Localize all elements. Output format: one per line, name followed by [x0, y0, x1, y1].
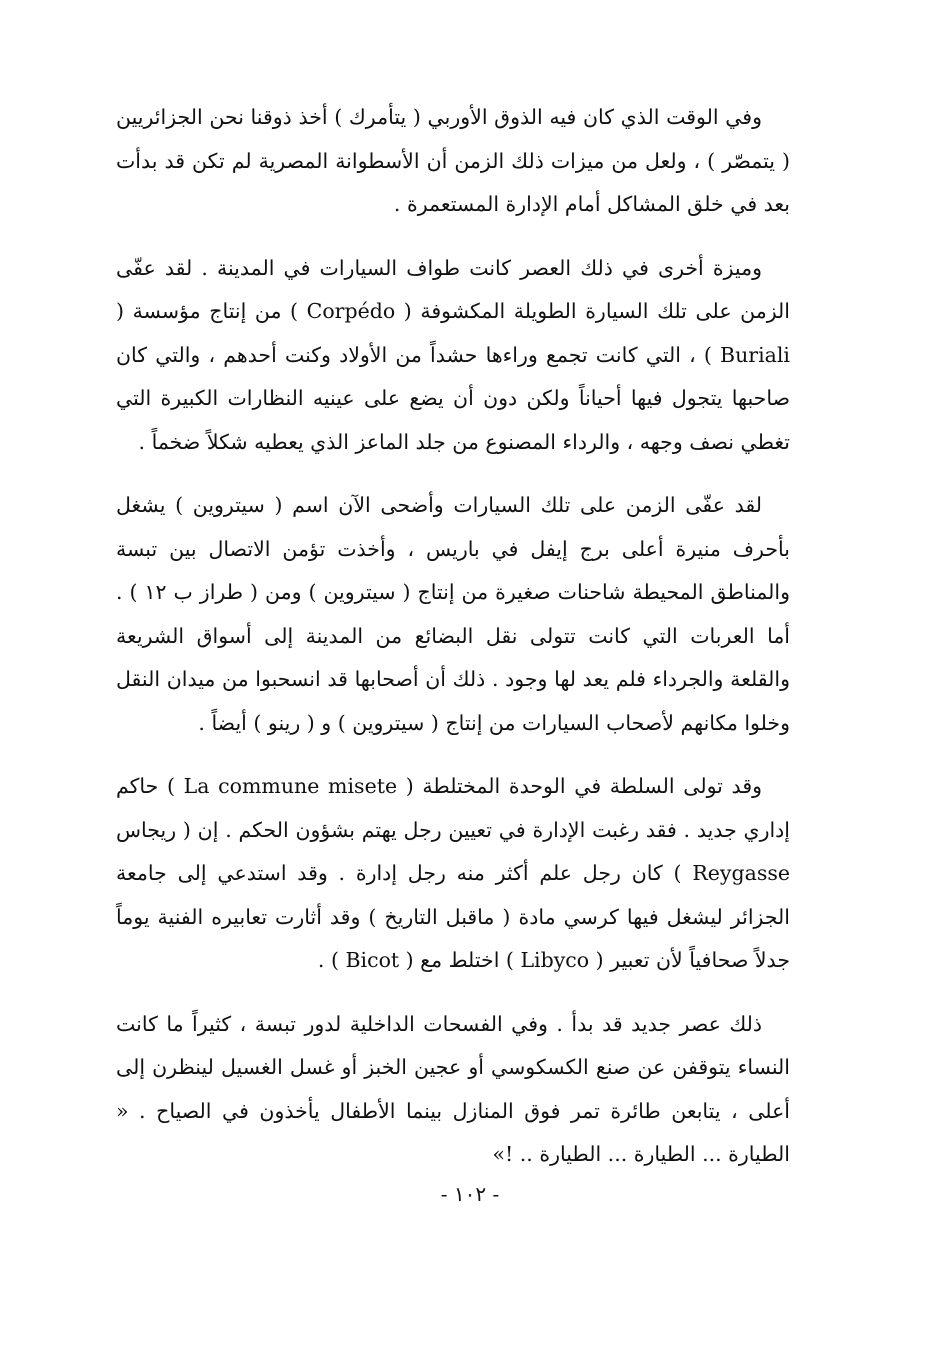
page-body	[116, 96, 790, 1236]
page-number: - ١٠٢ -	[440, 1182, 500, 1206]
paragraph-3: لقد عفّى الزمن على تلك السيارات وأضحى الآن اسم ( سيتروين ) يشغل بأحرف منيرة أعلى برج إيفل في باريس ، وأخذت تؤمن الاتصال بين تبسة والمناطق المحيطة شاحنات صغيرة من إنتاج ( سيتروين ) ومن ( طراز ب ١٢ ) . أما العربات التي كانت تتولى نقل البضائع من المدينة إلى أسواق الشريعة والقلعة والجرداء فلم يعد لها وجود . ذلك أن أصحابها قد انسحبوا من ميدان النقل وخلوا مكانهم لأصحاب السيارات من إنتاج ( سيتروين ) و ( رينو ) أيضاً .	[116, 493, 791, 735]
paragraph-5: ذلك عصر جديد قد بدأ . وفي الفسحات الداخلية لدور تبسة ، كثيراً ما كانت النساء يتوقفن عن صنع الكسكوسي أو عجين الخبز أو غسل الغسيل لينظرن إلى أعلى ، يتابعن طائرة تمر فوق المنازل بينما الأطفال يأخذون في الصياح . « الطيارة ... الطيارة ... الطيارة .. !»	[116, 1011, 790, 1166]
paragraph-4: وقد تولى السلطة في الوحدة المختلطة ( La commune misete ) حاكم إداري جديد . فقد رغبت الإدارة في تعيين رجل يهتم بشؤون الحكم . إن ( ريجاس Reygasse ) كان رجل علم أكثر منه رجل إدارة . وقد استدعي إلى جامعة الجزائر ليشغل فيها كرسي مادة ( ماقبل التاريخ ) وقد أثارت تعابيره الفنية يوماً جدلاً صحافياً لأن تعبير ( Libyco ) اختلط مع ( Bicot ) .	[116, 774, 790, 972]
paragraph-2: وميزة أخرى في ذلك العصر كانت طواف السيارات في المدينة . لقد عفّى الزمن على تلك السيارة الطويلة المكشوفة ( Corpédo ) من إنتاج مؤسسة ( Buriali ) ، التي كانت تجمع وراءها حشداً من الأولاد وكنت أحدهم ، والتي كان صاحبها يتجول فيها أحياناً ولكن دون أن يضع على عينيه النظارات الكبيرة التي تغطي نصف وجهه ، والرداء المصنوع من جلد الماعز الذي يعطيه شكلاً ضخماً .	[116, 255, 790, 454]
paragraph-1: وفي الوقت الذي كان فيه الذوق الأوربي ( يتأمرك ) أخذ ذوقنا نحن الجزائريين ( يتمصّر ) ، ولعل من ميزات ذلك الزمن أن الأسطوانة المصرية لم تكن قد بدأت بعد في خلق المشاكل أمام الإدارة المستعمرة .	[116, 105, 790, 216]
